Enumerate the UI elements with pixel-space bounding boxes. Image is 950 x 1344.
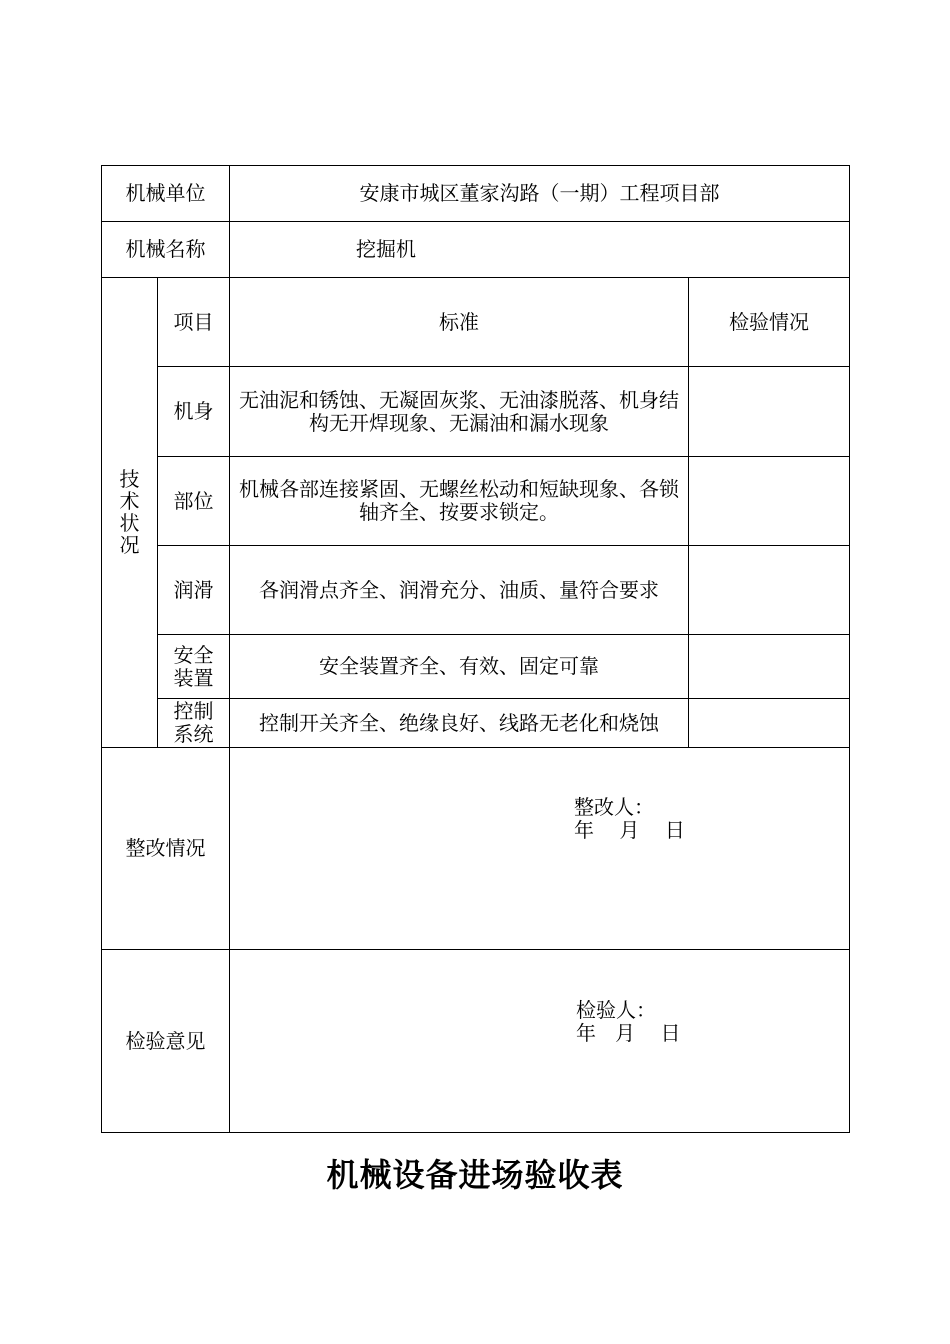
row-result-cell[interactable] [689,699,850,748]
header-result-cell [689,278,850,367]
unit-row [102,166,850,222]
name-value-cell [230,222,850,278]
acceptance-form-table [101,165,850,1133]
row-result-cell[interactable] [689,367,850,457]
row-standard-cell [230,546,689,635]
tech-header-row [102,278,850,367]
rectify-person: 整改人： [574,795,654,819]
row-item-cell [158,457,230,546]
header-item: 项目 [173,309,214,334]
row-standard-text: 安全装置齐全、有效、固定可靠 [319,654,599,678]
row-item-label: 部位 [173,488,214,513]
machine-name-row [102,222,850,278]
inspect-date: 年 月 日 [576,1021,681,1045]
name-value: 挖掘机 [356,237,416,261]
row-item-label: 润滑 [173,577,214,602]
row-standard-cell [230,367,689,457]
header-result: 检验情况 [729,309,809,334]
row-item-label: 安全装置 [173,642,214,690]
row-item-cell [158,367,230,457]
rectify-sign-block [230,748,849,949]
inspect-content-cell[interactable] [230,950,850,1133]
rectify-content-cell[interactable] [230,748,850,950]
rectify-row [102,748,850,950]
inspect-label-cell [102,950,230,1133]
header-standard-cell [230,278,689,367]
inspect-sign-block [230,950,849,1132]
table-row [102,635,850,699]
row-item-cell [158,699,230,748]
row-result-cell[interactable] [689,546,850,635]
name-label: 机械名称 [125,237,206,261]
table-row [102,546,850,635]
unit-label: 机械单位 [125,181,206,205]
row-result-cell[interactable] [689,457,850,546]
tech-label: 技术状况 [119,467,140,557]
row-standard-text: 各润滑点齐全、润滑充分、油质、量符合要求 [259,577,659,602]
row-item-label: 机身 [173,399,214,423]
tech-label-cell [102,278,158,748]
rectify-date: 年 月 日 [574,818,685,842]
inspect-label: 检验意见 [125,1028,206,1053]
unit-label-cell [102,166,230,222]
row-result-cell[interactable] [689,635,850,699]
inspect-person: 检验人： [576,998,656,1022]
document-title: 机械设备进场验收表 [326,1156,624,1194]
row-standard-text: 控制开关齐全、绝缘良好、线路无老化和烧蚀 [259,710,659,735]
header-item-cell [158,278,230,367]
row-standard-text: 机械各部连接紧固、无螺丝松动和短缺现象、各锁轴齐全、按要求锁定。 [239,477,679,524]
row-standard-cell [230,635,689,699]
rectify-label: 整改情况 [125,836,206,860]
unit-value-cell [230,166,850,222]
table-row [102,367,850,457]
table-row [102,457,850,546]
unit-value: 安康市城区董家沟路（一期）工程项目部 [359,181,720,205]
rectify-label-cell [102,748,230,950]
row-standard-cell [230,457,689,546]
name-label-cell [102,222,230,278]
row-standard-cell [230,699,689,748]
inspect-row [102,950,850,1133]
row-item-cell [158,546,230,635]
table-row [102,699,850,748]
row-standard-text: 无油泥和锈蚀、无凝固灰浆、无油漆脱落、机身结构无开焊现象、无漏油和漏水现象 [239,387,679,435]
row-item-cell [158,635,230,699]
header-standard: 标准 [439,309,479,334]
row-item-label: 控制系统 [173,699,214,746]
